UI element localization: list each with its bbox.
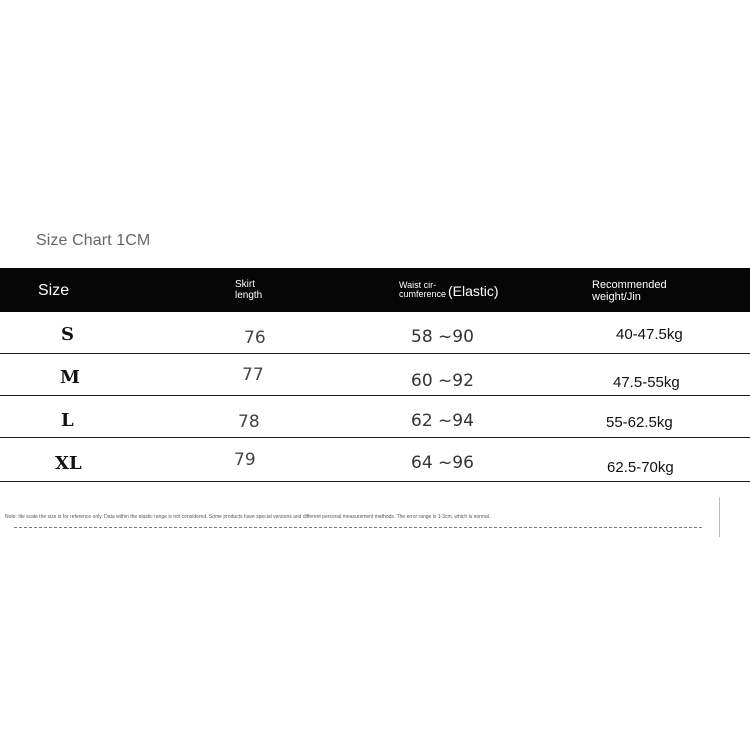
header-waist-line2: cumference [399, 289, 447, 300]
edge-mark [719, 497, 720, 537]
header-skirt-length [235, 280, 262, 301]
footnote: Note: tile scale the size is for reference only. Data within the elastic range is not considered. Some products have special versions and different personal measurement methods. The error range is 1-3cm, which is normal. [5, 514, 491, 520]
header-weight-line2: weight/Jin [592, 290, 641, 303]
row-waist: 64 ~96 [411, 453, 474, 473]
row-size: L [61, 410, 74, 431]
header-skirt-line1: Skirt [235, 279, 255, 290]
header-weight [592, 280, 667, 303]
row-skirt-length: 79 [234, 450, 256, 470]
row-skirt-length: 77 [242, 365, 264, 385]
header-waist-line1: Waist cir- [399, 280, 437, 290]
header-weight-line1: Recommended [592, 279, 667, 291]
row-size: M [60, 367, 80, 388]
row-waist: 62 ~94 [411, 411, 474, 431]
header-waist [399, 281, 446, 300]
table-row [0, 438, 750, 482]
table-row [0, 396, 750, 438]
header-size: Size [38, 282, 70, 299]
chart-title: Size Chart 1CM [36, 232, 151, 249]
row-size: XL [55, 453, 82, 474]
table-row [0, 354, 750, 396]
footnote-dashed-line [14, 527, 702, 528]
header-waist-elastic: (Elastic) [448, 283, 499, 299]
table-header [0, 268, 750, 312]
table-row [0, 312, 750, 354]
row-waist: 60 ~92 [411, 371, 474, 391]
row-weight: 40-47.5kg [616, 326, 683, 343]
row-weight: 47.5-55kg [613, 374, 680, 391]
row-waist: 58 ~90 [411, 327, 474, 347]
row-size: S [61, 324, 74, 345]
row-weight: 62.5-70kg [607, 459, 674, 476]
header-skirt-line2: length [235, 289, 263, 301]
row-skirt-length: 78 [238, 412, 260, 432]
row-skirt-length: 76 [244, 328, 266, 348]
row-weight: 55-62.5kg [606, 414, 673, 431]
